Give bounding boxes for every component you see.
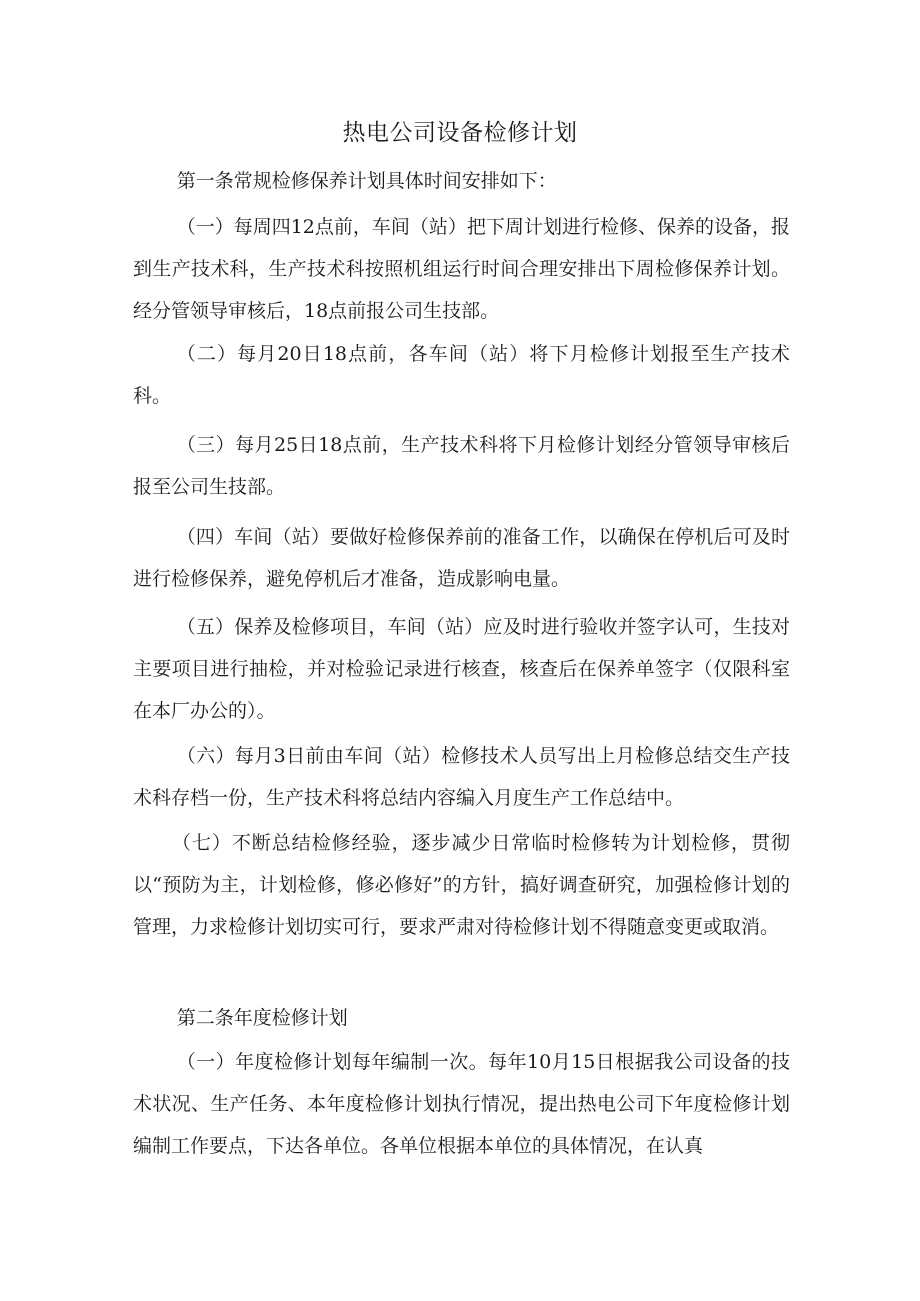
paragraph-item-1: （一）每周四12点前，车间（站）把下周计划进行检修、保养的设备，报到生产技术科，生产技术科按照机组运行时间合理安排出下周检修保养计划。经分管领导审核后，18点前报公司生技部。 xyxy=(133,216,790,322)
paragraph-item-6: （六）每月3日前由车间（站）检修技术人员写出上月检修总结交生产技术科存档一份，生产技术科将总结内容编入月度生产工作总结中。 xyxy=(133,745,790,809)
paragraph-item-4: （四）车间（站）要做好检修保养前的准备工作，以确保在停机后可及时进行检修保养，避免停机后才准备，造成影响电量。 xyxy=(133,526,790,590)
paragraph-item-7: （七）不断总结检修经验，逐步减少日常临时检修转为计划检修，贯彻以“预防为主，计划检修，修必修好”的方针，搞好调查研究，加强检修计划的管理，力求检修计划切实可行，要求严肃对待检修计划不得随意变更或取消。 xyxy=(133,832,790,938)
document-title: 热电公司设备检修计划 xyxy=(342,120,578,146)
paragraph-item-3: （三）每月25日18点前，生产技术科将下月检修计划经分管领导审核后报至公司生技部。 xyxy=(133,434,790,498)
paragraph-item-5: （五）保养及检修项目，车间（站）应及时进行验收并签字认可，生技对主要项目进行抽检，并对检验记录进行核查，核查后在保养单签字（仅限科室在本厂办公的）。 xyxy=(133,616,790,722)
paragraph-annual-item-1: （一）年度检修计划每年编制一次。每年10月15日根据我公司设备的技术状况、生产任务、本年度检修计划执行情况，提出热电公司下年度检修计划编制工作要点，下达各单位。各单位根据本单位的具体情况，在认真 xyxy=(133,1051,790,1157)
paragraph-item-2: （二）每月20日18点前，各车间（站）将下月检修计划报至生产技术科。 xyxy=(133,343,790,407)
paragraph-article-1-heading: 第一条常规检修保养计划具体时间安排如下： xyxy=(176,170,557,192)
paragraph-article-2-heading: 第二条年度检修计划 xyxy=(176,1007,348,1029)
